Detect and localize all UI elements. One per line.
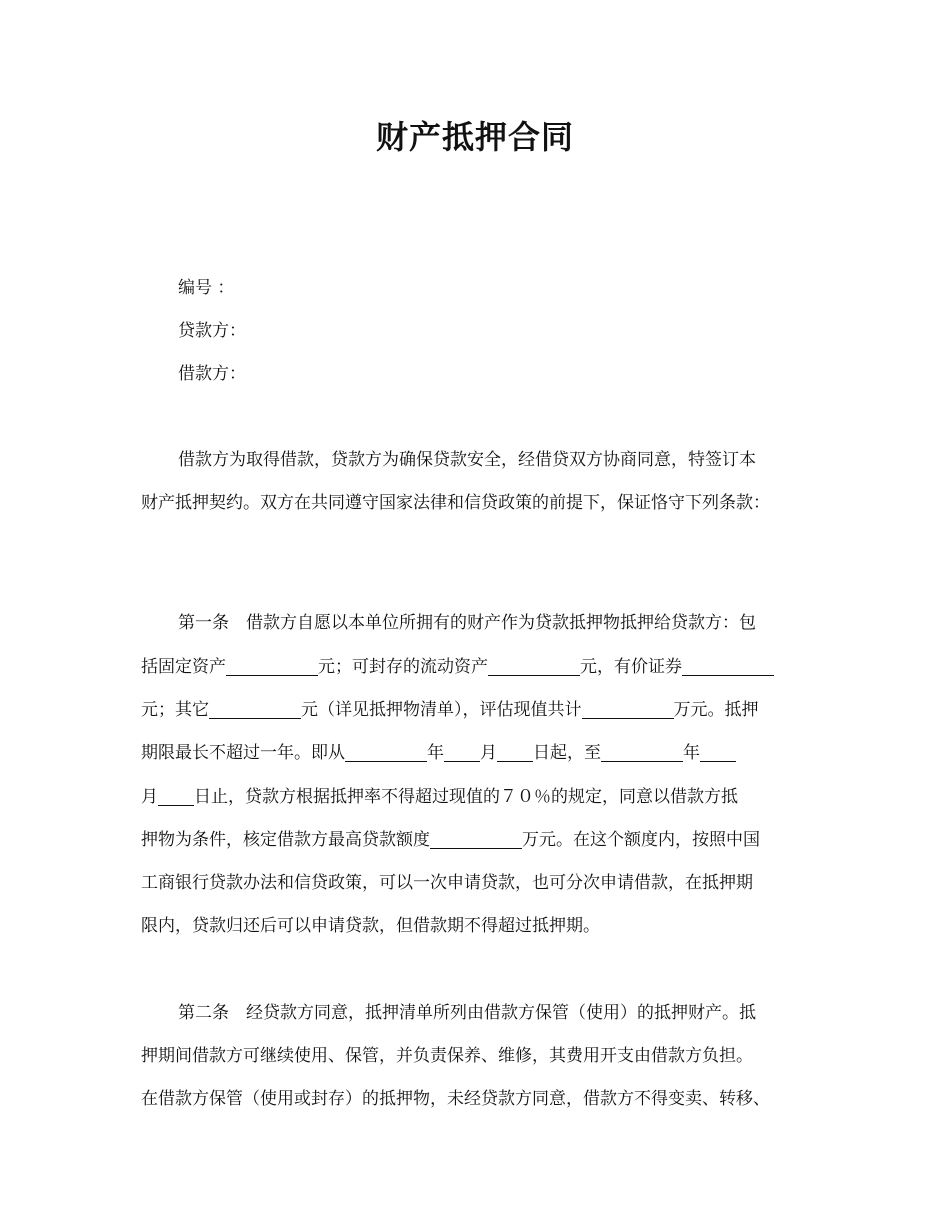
article1-line-1: 第一条 借款方自愿以本单位所拥有的财产作为贷款抵押物抵押给贷款方：包: [178, 613, 756, 633]
text-segment: 日止，贷款方根据抵押率不得超过现值的７０％的规定，同意以借款方抵: [194, 787, 738, 807]
text-segment: 月: [480, 743, 497, 763]
article2-line-2: 押期间借款方可继续使用、保管，并负责保养、维修，其费用开支由借款方负担。: [141, 1046, 753, 1066]
fill-in-blank[interactable]: [700, 743, 736, 762]
fill-in-blank[interactable]: [226, 657, 318, 676]
article1-line-2: [141, 656, 774, 678]
text-segment: 元；其它: [141, 700, 209, 720]
text-segment: 押物为条件，核定借款方最高贷款额度: [141, 830, 430, 850]
fill-in-blank[interactable]: [682, 657, 774, 676]
borrower-label: 借款方：: [178, 364, 246, 384]
fill-in-blank[interactable]: [444, 743, 480, 762]
fill-in-blank[interactable]: [497, 743, 533, 762]
article2-line-1: 第二条 经贷款方同意，抵押清单所列由借款方保管（使用）的抵押财产。抵: [178, 1003, 756, 1023]
text-segment: 元，有价证券: [580, 657, 682, 677]
article2-line-3: 在借款方保管（使用或封存）的抵押物，未经贷款方同意，借款方不得变卖、转移、: [141, 1089, 770, 1109]
intro-line-2: 财产抵押契约。双方在共同遵守国家法律和信贷政策的前提下，保证恪守下列条款：: [141, 493, 770, 513]
intro-line-1: 借款方为取得借款，贷款方为确保贷款安全，经借贷双方协商同意，特签订本: [178, 450, 756, 470]
text-segment: 月: [141, 787, 158, 807]
article1-line-4: [141, 742, 736, 764]
fill-in-blank[interactable]: [601, 743, 683, 762]
contract-number-label: 编号 ：: [178, 278, 235, 298]
text-segment: 元；可封存的流动资产: [318, 657, 488, 677]
fill-in-blank[interactable]: [209, 700, 301, 719]
fill-in-blank[interactable]: [158, 787, 194, 806]
article1-line-6: [141, 829, 760, 851]
text-segment: 年: [427, 743, 444, 763]
fill-in-blank[interactable]: [430, 830, 522, 849]
fill-in-blank[interactable]: [345, 743, 427, 762]
text-segment: 年: [683, 743, 700, 763]
text-segment: 元（详见抵押物清单），评估现值共计: [301, 700, 582, 720]
lender-label: 贷款方：: [178, 321, 246, 341]
article1-line-5: [141, 786, 738, 808]
text-segment: 日起，至: [533, 743, 601, 763]
fill-in-blank[interactable]: [488, 657, 580, 676]
text-segment: 万元。在这个额度内，按照中国: [522, 830, 760, 850]
fill-in-blank[interactable]: [582, 700, 674, 719]
article1-line-3: [141, 699, 759, 721]
text-segment: 万元。抵押: [673, 700, 759, 720]
article1-line-8: 限内，贷款归还后可以申请贷款，但借款期不得超过抵押期。: [141, 916, 600, 936]
text-segment: 括固定资产: [141, 657, 226, 677]
text-segment: 期限最长不超过一年。即从: [141, 743, 345, 763]
document-title: 财产抵押合同: [375, 118, 574, 156]
article1-line-7: 工商银行贷款办法和信贷政策，可以一次申请贷款，也可分次申请借款，在抵押期: [141, 873, 753, 893]
